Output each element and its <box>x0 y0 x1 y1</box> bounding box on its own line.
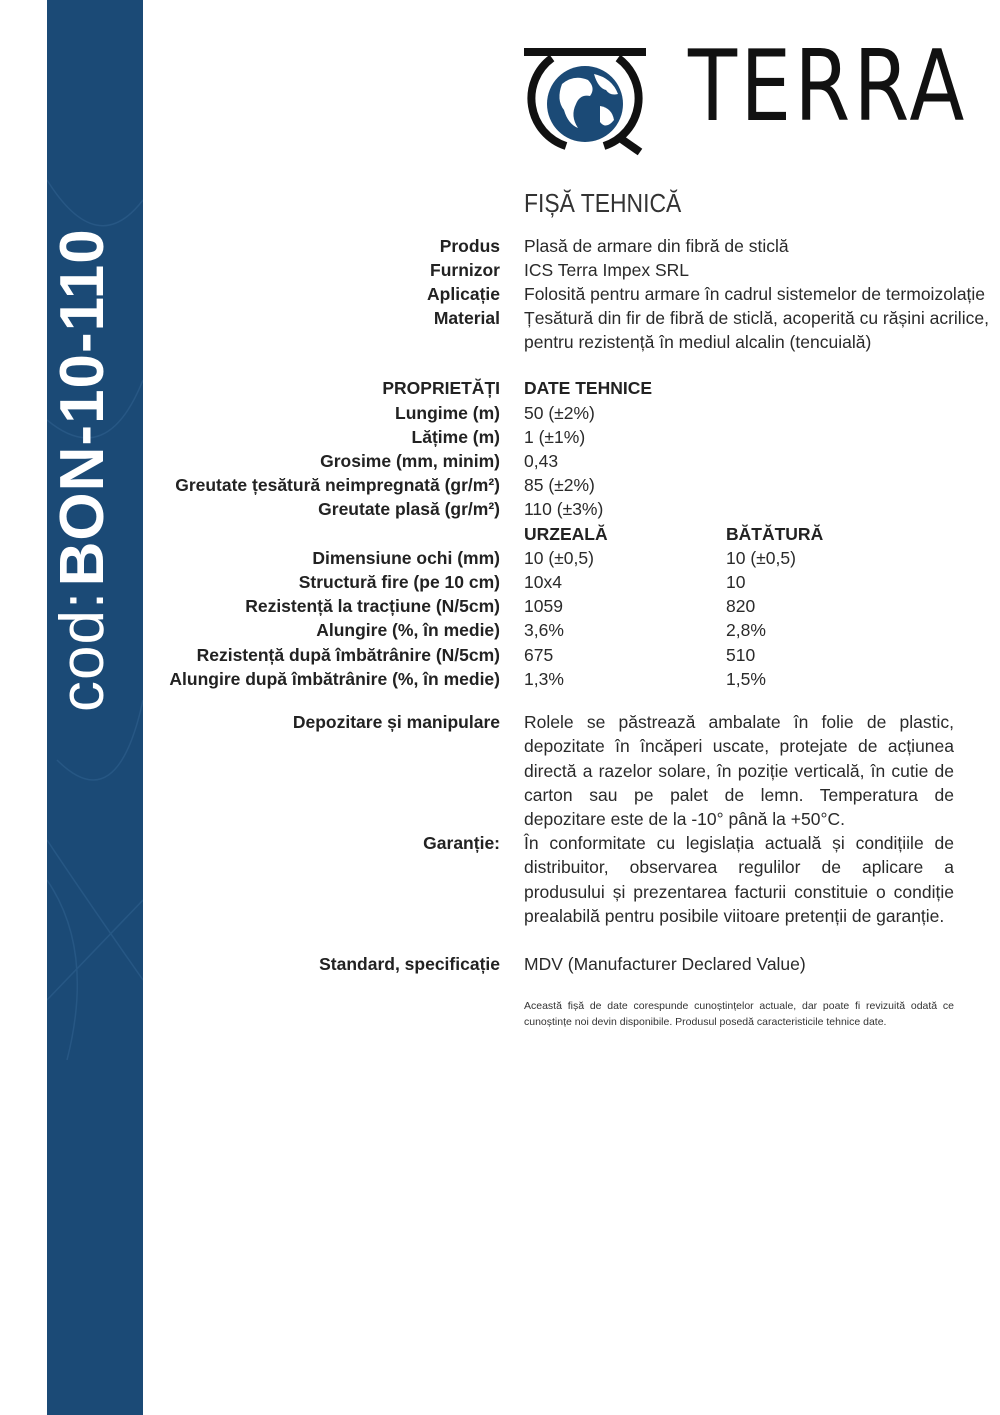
dir-prop-warp: 10 (±0,5) <box>524 548 594 568</box>
dir-prop-weft: 1,5% <box>726 669 766 689</box>
dir-prop-warp: 675 <box>524 645 554 665</box>
value-produs: Plasă de armare din fibră de sticlă <box>524 236 789 256</box>
product-code <box>47 228 118 712</box>
standard-label: Standard, specificație <box>319 954 500 974</box>
storage-label: Depozitare și manipulare <box>292 712 500 732</box>
dir-prop-label: Dimensiune ochi (mm) <box>312 548 500 568</box>
dir-prop-weft: 10 (±0,5) <box>726 548 796 568</box>
prop-label: Greutate țesătură neimpregnată (gr/m²) <box>175 475 500 495</box>
value-aplicatie: Folosită pentru armare în cadrul sistemelor de termoizolație <box>524 284 986 304</box>
weft-heading: BĂTĂTURĂ <box>726 524 824 544</box>
prop-label: Grosime (mm, minim) <box>320 451 500 471</box>
dir-prop-weft: 2,8% <box>726 620 766 640</box>
footnote: Această fișă de date corespunde cunoștințelor actuale, dar poate fi revizuită odată ce cunoștințe noi devin disponibile. Produsul posedă caracteristicile tehnice date. <box>524 1000 954 1028</box>
label-aplicatie: Aplicație <box>427 284 500 304</box>
technical-data-heading: DATE TEHNICE <box>524 378 653 398</box>
dir-prop-label: Rezistență după îmbătrânire (N/5cm) <box>196 645 500 665</box>
brand-name: TERRA <box>688 30 968 144</box>
code-value: BON-10-110 <box>48 228 117 587</box>
prop-value: 110 (±3%) <box>524 499 604 519</box>
label-produs: Produs <box>439 236 500 256</box>
dir-prop-weft: 10 <box>726 572 746 592</box>
label-furnizor: Furnizor <box>430 260 500 280</box>
value-material: Țesătură din fir de fibră de sticlă, acoperită cu rășini acrilice, <box>524 308 989 328</box>
label-material: Material <box>433 308 500 328</box>
warp-heading: URZEALĂ <box>524 524 608 544</box>
prop-value: 50 (±2%) <box>524 403 595 423</box>
dir-prop-warp: 10x4 <box>524 572 562 592</box>
value-material-line2: pentru rezistență în mediul alcalin (tencuială) <box>524 332 872 352</box>
value-furnizor: ICS Terra Impex SRL <box>524 260 690 280</box>
dir-prop-warp: 1059 <box>524 596 563 616</box>
storage-text: Rolele se păstrează ambalate în folie de plastic, depozitate în încăperi uscate, protejate de acțiunea directă a razelor solare, în poziție verticală, în cutie de carton sau pe palet de lemn. Temperatura de depozitare este de la -10° până la +50°C. <box>524 712 954 830</box>
warranty-label: Garanție: <box>423 833 500 853</box>
dir-prop-label: Alungire (%, în medie) <box>316 620 500 640</box>
code-prefix: cod: <box>48 590 117 712</box>
standard-value: MDV (Manufacturer Declared Value) <box>524 954 806 974</box>
dir-prop-warp: 1,3% <box>524 669 564 689</box>
properties-heading: PROPRIETĂȚI <box>382 378 500 398</box>
dir-prop-weft: 820 <box>726 596 756 616</box>
prop-label: Lungime (m) <box>395 403 500 423</box>
dir-prop-label: Alungire după îmbătrânire (%, în medie) <box>169 669 500 689</box>
dir-prop-label: Structură fire (pe 10 cm) <box>298 572 500 592</box>
prop-label: Lățime (m) <box>411 427 500 447</box>
prop-value: 1 (±1%) <box>524 427 586 447</box>
dir-prop-weft: 510 <box>726 645 756 665</box>
dir-prop-warp: 3,6% <box>524 620 564 640</box>
prop-label: Greutate plasă (gr/m²) <box>318 499 500 519</box>
prop-value: 0,43 <box>524 451 559 471</box>
warranty-text: În conformitate cu legislația actuală și condițiile de distribuitor, observarea regulilor de aplicare a produsului și prezentarea facturii constituie o condiție prealabilă pentru posibile viitoare pretenții de garanție. <box>524 833 954 926</box>
dir-prop-label: Rezistență la tracțiune (N/5cm) <box>245 596 500 616</box>
document-title: FIȘĂ TEHNICĂ <box>524 188 682 218</box>
prop-value: 85 (±2%) <box>524 475 595 495</box>
